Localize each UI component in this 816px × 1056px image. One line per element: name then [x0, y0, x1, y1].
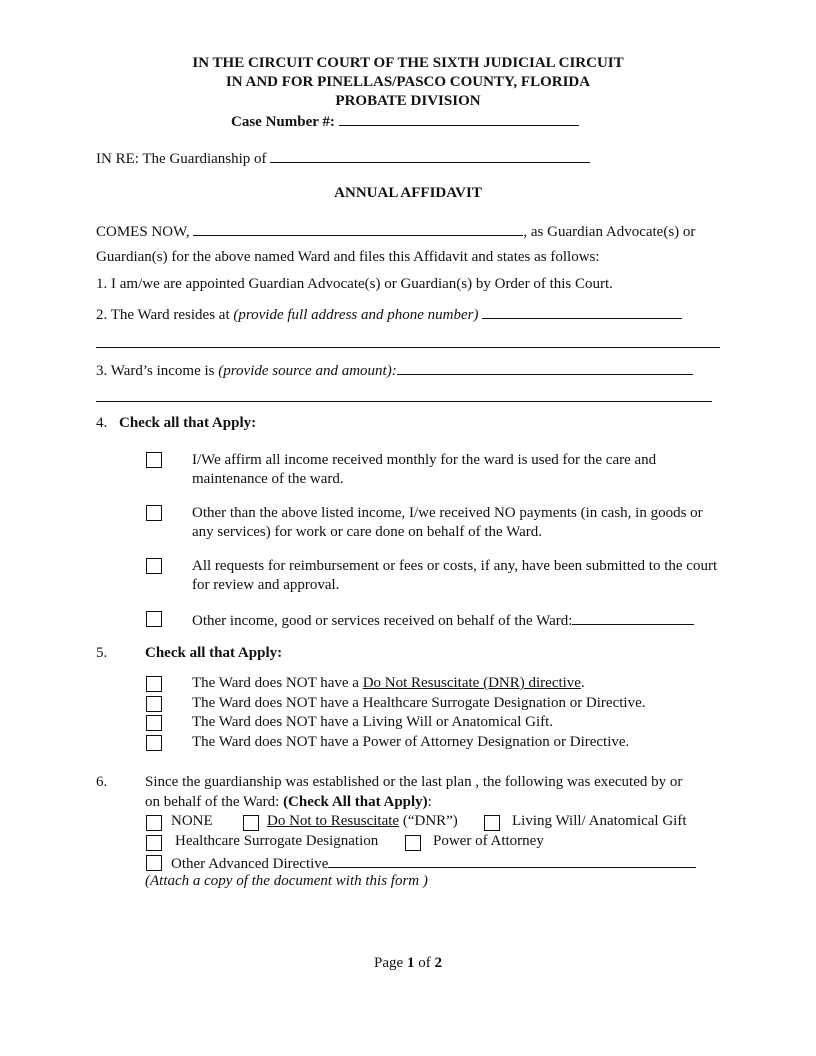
item-5-number: 5. — [96, 645, 108, 661]
item-2-hint: (provide full address and phone number) — [233, 307, 479, 323]
item-4-number: 4. — [96, 415, 108, 431]
ward-income-line2[interactable] — [96, 401, 712, 402]
none-checkbox[interactable] — [146, 815, 162, 831]
in-re-label: IN RE: The Guardianship of — [96, 151, 267, 167]
other-directive-checkbox[interactable] — [146, 855, 162, 871]
page-footer: Page 1 of 2 — [374, 955, 442, 971]
poa-executed-label: Power of Attorney — [433, 833, 544, 849]
court-header-line2: IN AND FOR PINELLAS/PASCO COUNTY, FLORIDA — [225, 74, 591, 90]
other-income-row — [192, 610, 694, 630]
item-4-heading — [96, 415, 256, 432]
no-living-will-text: The Ward does NOT have a Living Will or Anatomical Gift. — [192, 714, 554, 730]
living-will-executed-checkbox[interactable] — [484, 815, 500, 831]
item-3 — [96, 360, 693, 380]
item-6-number: 6. — [96, 774, 108, 790]
dnr-executed-checkbox[interactable] — [243, 815, 259, 831]
other-income-field[interactable] — [572, 610, 694, 625]
living-will-executed-label: Living Will/ Anatomical Gift — [512, 813, 687, 829]
item-1-number: 1. — [96, 276, 108, 292]
other-directive-field[interactable] — [328, 853, 696, 868]
other-income-text: Other income, good or services received on behalf of the Ward: — [192, 613, 573, 629]
item-1-text: I am/we are appointed Guardian Advocate(s) or Guardian(s) by Order of this Court. — [111, 276, 613, 292]
no-poa-text: The Ward does NOT have a Power of Attorney Designation or Directive. — [192, 734, 630, 750]
item-2 — [96, 304, 682, 324]
item-2-text: The Ward resides at — [110, 307, 230, 323]
dnr-directive-link: Do Not Resuscitate (DNR) directive — [362, 675, 581, 691]
item-5-heading: Check all that Apply: — [145, 645, 283, 661]
item-6-line2: on behalf of the Ward: (Check All that Apply): — [145, 794, 432, 810]
guardian-name-field[interactable] — [193, 221, 523, 236]
ward-address-line2[interactable] — [96, 347, 720, 348]
income-used-text: I/We affirm all income received monthly for the ward is used for the care and maintenance of the ward. — [192, 452, 657, 487]
comes-now-row — [96, 221, 695, 241]
reimbursement-checkbox[interactable] — [146, 558, 162, 574]
in-re-row — [96, 148, 590, 168]
item-3-hint: (provide source and amount): — [218, 363, 397, 379]
item-3-number: 3. — [96, 363, 108, 379]
other-income-checkbox[interactable] — [146, 611, 162, 627]
item-6-line1: Since the guardianship was established or the last plan , the following was executed by or — [145, 774, 683, 790]
no-poa-checkbox[interactable] — [146, 735, 162, 751]
comes-now-prefix: COMES NOW, — [96, 224, 190, 240]
comes-now-line2: Guardian(s) for the above named Ward and files this Affidavit and states as follows: — [96, 249, 600, 265]
no-hcs-text: The Ward does NOT have a Healthcare Surrogate Designation or Directive. — [192, 695, 646, 711]
item-2-number: 2. — [96, 307, 108, 323]
no-payments-checkbox[interactable] — [146, 505, 162, 521]
other-directive-label: Other Advanced Directive — [171, 856, 329, 872]
ward-name-field[interactable] — [270, 148, 590, 163]
no-payments-text: Other than the above listed income, I/we received NO payments (in cash, in goods or any services) for work or care done on behalf of the Ward. — [192, 505, 703, 540]
court-header-line3: PROBATE DIVISION — [335, 93, 481, 109]
none-label: NONE — [171, 813, 213, 829]
page-number: 1 — [406, 955, 415, 971]
no-living-will-checkbox[interactable] — [146, 715, 162, 731]
case-number-label: Case Number #: — [231, 114, 335, 130]
hcs-executed-checkbox[interactable] — [146, 835, 162, 851]
case-number-row — [231, 111, 579, 131]
reimbursement-text: All requests for reimbursement or fees or costs, if any, have been submitted to the court for review and approval. — [192, 558, 718, 593]
court-header-line1: IN THE CIRCUIT COURT OF THE SIXTH JUDICIAL CIRCUIT — [192, 55, 624, 71]
case-number-field[interactable] — [339, 111, 579, 126]
ward-income-field[interactable] — [397, 360, 693, 375]
hcs-executed-label: Healthcare Surrogate Designation — [175, 833, 379, 849]
item-4-heading-text: Check all that Apply: — [119, 415, 257, 431]
item-3-text: Ward’s income is — [110, 363, 215, 379]
other-directive-row — [171, 853, 696, 873]
page-total: 2 — [434, 955, 442, 971]
poa-executed-checkbox[interactable] — [405, 835, 421, 851]
item-1 — [96, 276, 613, 293]
no-hcs-checkbox[interactable] — [146, 696, 162, 712]
dnr-executed-label: Do Not to Resuscitate (“DNR”) — [267, 813, 458, 829]
income-used-checkbox[interactable] — [146, 452, 162, 468]
attach-note: (Attach a copy of the document with this form ) — [145, 873, 428, 889]
no-dnr-checkbox[interactable] — [146, 676, 162, 692]
ward-address-field[interactable] — [482, 304, 682, 319]
no-dnr-text: The Ward does NOT have a Do Not Resuscitate (DNR) directive. — [192, 675, 585, 691]
comes-now-suffix: , as Guardian Advocate(s) or — [523, 224, 696, 240]
page-title: ANNUAL AFFIDAVIT — [334, 185, 482, 201]
